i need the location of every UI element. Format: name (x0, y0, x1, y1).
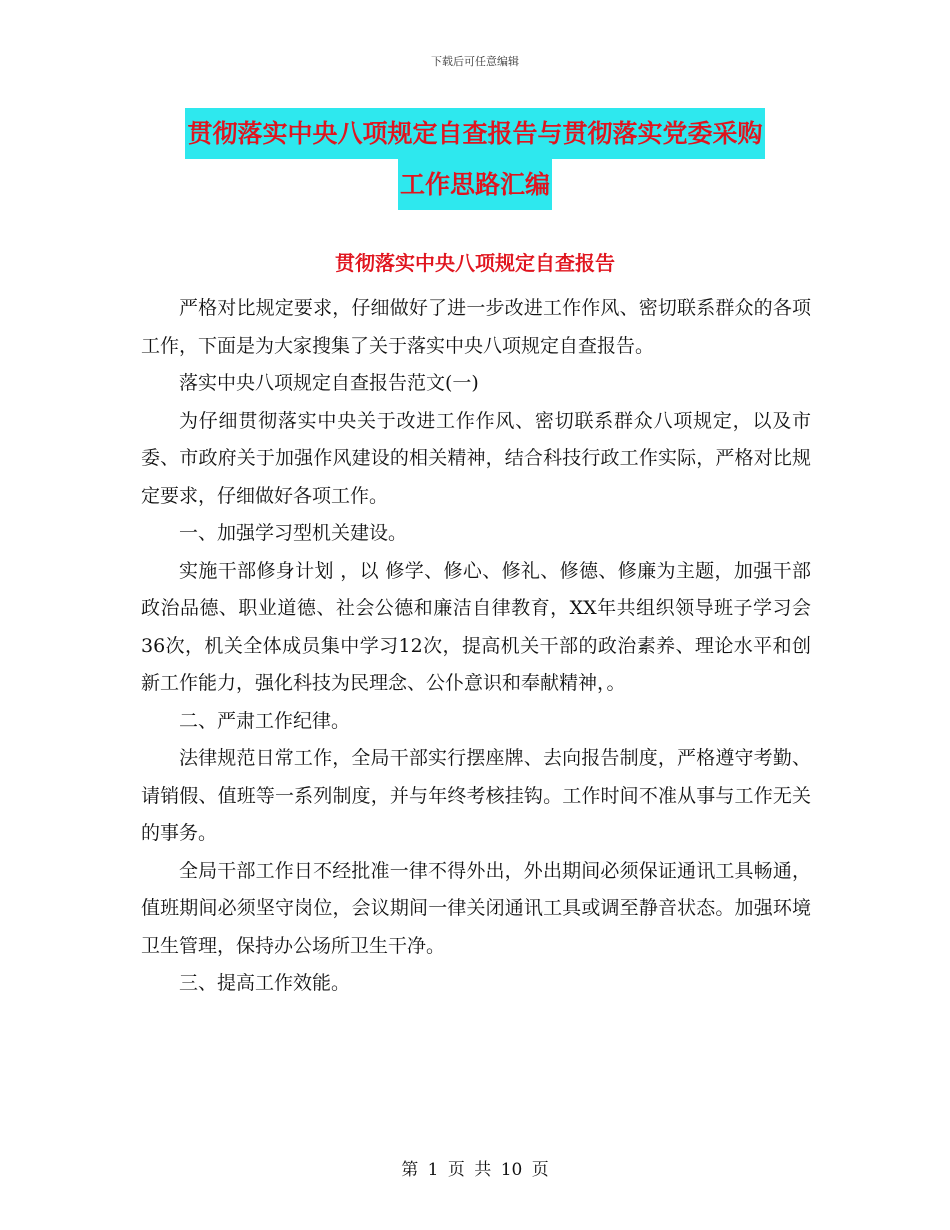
document-body (141, 290, 811, 1003)
document-title-line-2: 工作思路汇编 (398, 159, 552, 210)
page-number: 第 1 页 共 10 页 (401, 1160, 549, 1180)
paragraph: 落实中央八项规定自查报告范文(一) (179, 372, 479, 394)
paragraph: 二、严肃工作纪律。 (179, 709, 351, 732)
section-title: 贯彻落实中央八项规定自查报告 (335, 251, 615, 275)
paragraph: 一、加强学习型机关建设。 (179, 522, 408, 544)
paragraph: 三、提高工作效能。 (179, 972, 351, 994)
document-title (0, 108, 950, 210)
document-title-line-1: 贯彻落实中央八项规定自查报告与贯彻落实党委采购 (185, 108, 764, 159)
header-note: 下载后可任意编辑 (431, 55, 519, 68)
paragraph: 为仔细贯彻落实中央关于改进工作作风、密切联系群众八项规定，以及市委、市政府关于加强作风建设的相关精神，结合科技行政工作实际，严格对比规定要求，仔细做好各项工作。 (141, 409, 811, 507)
paragraph: 严格对比规定要求，仔细做好了进一步改进工作作风、密切联系群众的各项工作，下面是为大家搜集了关于落实中央八项规定自查报告。 (141, 297, 811, 357)
paragraph: 实施干部修身计划 ，以 修学、修心、修礼、修德、修廉为主题，加强干部政治品德、职业道德、社会公德和廉洁自律教育，XX年共组织领导班子学习会36次，机关全体成员集中学习12次，提高机关干部的政治素养、理论水平和创新工作能力，强化科技为民理念、公仆意识和奉献精神，。 (141, 559, 811, 694)
paragraph: 全局干部工作日不经批准一律不得外出，外出期间必须保证通讯工具畅通，值班期间必须坚守岗位，会议期间一律关闭通讯工具或调至静音状态。加强环境卫生管理，保持办公场所卫生干净。 (141, 859, 811, 957)
paragraph: 法律规范日常工作，全局干部实行摆座牌、去向报告制度，严格遵守考勤、请销假、值班等一系列制度，并与年终考核挂钩。工作时间不准从事与工作无关的事务。 (141, 747, 811, 844)
